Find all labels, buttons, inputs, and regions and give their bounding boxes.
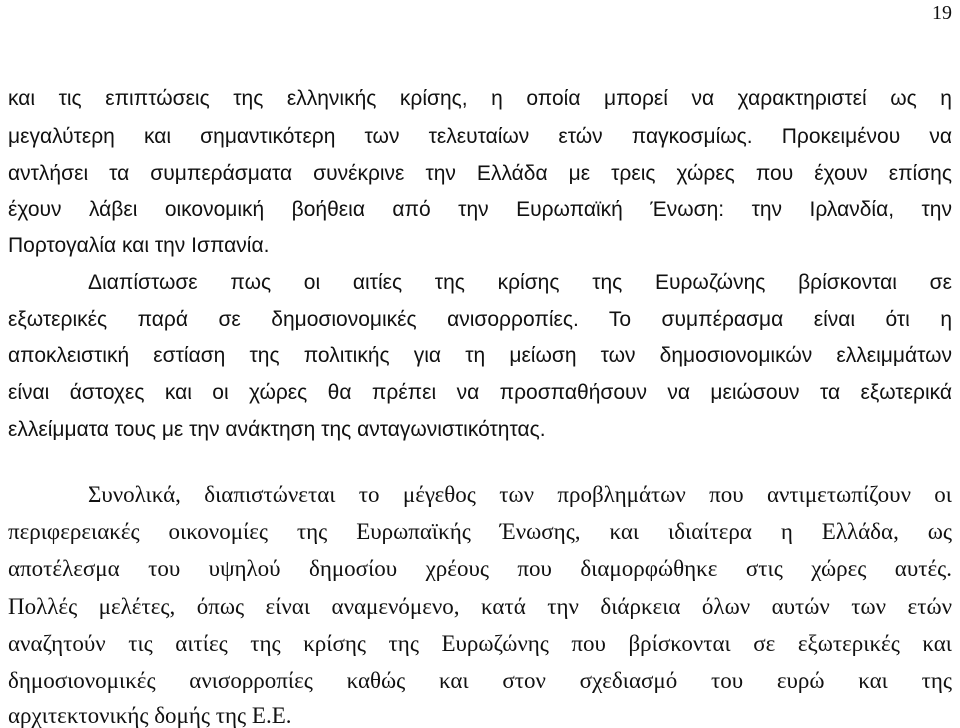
text-line: είναι άστοχες και οι χώρες θα πρέπει να προσπαθήσουν να μειώσουν τα εξωτερικά — [8, 381, 952, 404]
text-line: Διαπίστωσε πως οι αιτίες της κρίσης της Ευρωζώνης βρίσκονται σε — [88, 271, 952, 294]
text-line: εξωτερικές παρά σε δημοσιονομικές ανισορροπίες. Το συμπέρασμα είναι ότι η — [8, 308, 952, 331]
text-line: έχουν λάβει οικονομική βοήθεια από την Ευρωπαϊκή Ένωση: την Ιρλανδία, την — [8, 198, 952, 221]
text-line: περιφερειακές οικονομίες της Ευρωπαϊκής Ένωσης, και ιδιαίτερα η Ελλάδα, ως — [8, 519, 952, 544]
text-line: Συνολικά, διαπιστώνεται το μέγεθος των προβλημάτων που αντιμετωπίζουν οι — [88, 482, 952, 507]
text-line: αναζητούν τις αιτίες της κρίσης της Ευρωζώνης που βρίσκονται σε εξωτερικές και — [8, 631, 952, 656]
text-line: ελλείμματα τους με την ανάκτηση της ανταγωνιστικότητας. — [8, 418, 546, 441]
text-line: αποτέλεσμα του υψηλού δημοσίου χρέους που διαμορφώθηκε στις χώρες αυτές. — [8, 556, 952, 581]
text-line: αντλήσει τα συμπεράσματα συνέκρινε την Ελλάδα με τρεις χώρες που έχουν επίσης — [8, 162, 952, 185]
text-line: μεγαλύτερη και σημαντικότερη των τελευταίων ετών παγκοσμίως. Προκειμένου να — [8, 125, 952, 148]
text-line: αποκλειστική εστίαση της πολιτικής για τη μείωση των δημοσιονομικών ελλειμμάτων — [8, 344, 952, 367]
page-number: 19 — [932, 2, 952, 24]
text-line: και τις επιπτώσεις της ελληνικής κρίσης, η οποία μπορεί να χαρακτηριστεί ως η — [8, 87, 952, 110]
text-line: αρχιτεκτονικής δομής της Ε.Ε. — [8, 703, 292, 728]
text-line: Πολλές μελέτες, όπως είναι αναμενόμενο, κατά την διάρκεια όλων αυτών των ετών — [8, 594, 952, 619]
text-line: δημοσιονομικές ανισορροπίες καθώς και στον σχεδιασμό του ευρώ και της — [8, 668, 952, 693]
text-line: Πορτογαλία και την Ισπανία. — [8, 234, 270, 257]
